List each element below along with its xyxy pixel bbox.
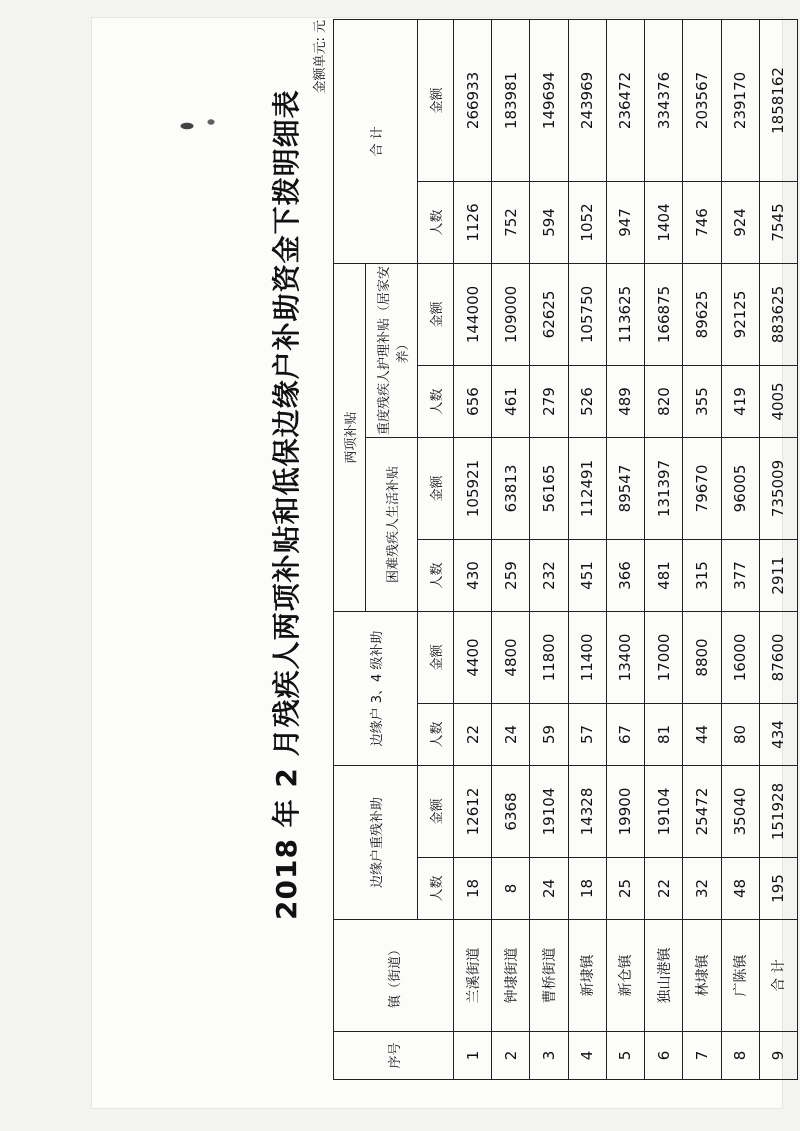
cell-c2: 151928 — [759, 765, 797, 857]
cell-c4: 16000 — [721, 611, 759, 703]
table-row — [683, 19, 721, 1079]
cell-seq: 8 — [721, 1032, 759, 1080]
cell-c8: 105750 — [568, 263, 606, 365]
cell-c7: 489 — [606, 365, 644, 437]
cell-c7: 526 — [568, 365, 606, 437]
cell-c10: 239170 — [721, 19, 759, 181]
table-row — [606, 19, 644, 1079]
cell-town: 独山港镇 — [645, 920, 683, 1032]
cell-c2: 14328 — [568, 765, 606, 857]
allocation-table — [333, 19, 798, 1080]
cell-c3: 434 — [759, 703, 797, 765]
cell-c9: 1404 — [645, 181, 683, 263]
header-group1: 边缘户重残补助 — [334, 765, 418, 919]
header-people: 人数 — [418, 539, 454, 611]
cell-c4: 8800 — [683, 611, 721, 703]
cell-c4: 87600 — [759, 611, 797, 703]
cell-c4: 11800 — [530, 611, 568, 703]
cell-c5: 451 — [568, 539, 606, 611]
cell-c8: 144000 — [454, 263, 492, 365]
header-amount: 金额 — [418, 19, 454, 181]
header-total: 合 计 — [334, 19, 418, 263]
cell-c1: 195 — [759, 858, 797, 920]
cell-town: 新埭镇 — [568, 920, 606, 1032]
unit-note: 金额单元: 元 — [313, 20, 328, 94]
cell-c3: 81 — [645, 703, 683, 765]
cell-c5: 315 — [683, 539, 721, 611]
table-row — [454, 19, 492, 1079]
cell-c5: 2911 — [759, 539, 797, 611]
cell-seq: 2 — [492, 1032, 530, 1080]
header-amount: 金额 — [418, 611, 454, 703]
cell-c6: 112491 — [568, 437, 606, 539]
cell-c3: 80 — [721, 703, 759, 765]
cell-town: 合 计 — [759, 920, 797, 1032]
cell-town: 兰溪街道 — [454, 920, 492, 1032]
cell-c1: 22 — [645, 858, 683, 920]
cell-c1: 8 — [492, 858, 530, 920]
cell-c6: 131397 — [645, 437, 683, 539]
header-people: 人数 — [418, 703, 454, 765]
cell-seq: 4 — [568, 1032, 606, 1080]
cell-c6: 96005 — [721, 437, 759, 539]
cell-c2: 12612 — [454, 765, 492, 857]
cell-c6: 79670 — [683, 437, 721, 539]
cell-c3: 59 — [530, 703, 568, 765]
document-title: 2018 年 2 月残疾人两项补贴和低保边缘户补助资金下拨明细表 — [270, 89, 303, 920]
cell-c8: 883625 — [759, 263, 797, 365]
cell-c1: 48 — [721, 858, 759, 920]
cell-c10: 203567 — [683, 19, 721, 181]
cell-c7: 355 — [683, 365, 721, 437]
cell-c10: 243969 — [568, 19, 606, 181]
cell-c4: 17000 — [645, 611, 683, 703]
header-town: 镇（街道） — [334, 920, 454, 1032]
cell-c7: 461 — [492, 365, 530, 437]
cell-c5: 366 — [606, 539, 644, 611]
header-seq: 序号 — [334, 1032, 454, 1080]
cell-c10: 236472 — [606, 19, 644, 181]
cell-c6: 89547 — [606, 437, 644, 539]
cell-c5: 232 — [530, 539, 568, 611]
cell-c3: 67 — [606, 703, 644, 765]
cell-c9: 746 — [683, 181, 721, 263]
cell-c10: 266933 — [454, 19, 492, 181]
header-amount: 金额 — [418, 765, 454, 857]
cell-c4: 4800 — [492, 611, 530, 703]
paper-smudge — [175, 110, 235, 150]
cell-c8: 113625 — [606, 263, 644, 365]
cell-c2: 35040 — [721, 765, 759, 857]
cell-c1: 24 — [530, 858, 568, 920]
cell-c4: 11400 — [568, 611, 606, 703]
cell-c8: 166875 — [645, 263, 683, 365]
cell-c7: 820 — [645, 365, 683, 437]
cell-seq: 3 — [530, 1032, 568, 1080]
header-amount: 金额 — [418, 437, 454, 539]
cell-c1: 25 — [606, 858, 644, 920]
cell-c2: 19900 — [606, 765, 644, 857]
cell-c2: 25472 — [683, 765, 721, 857]
cell-c9: 1052 — [568, 181, 606, 263]
cell-c8: 109000 — [492, 263, 530, 365]
header-people: 人数 — [418, 858, 454, 920]
cell-c6: 56165 — [530, 437, 568, 539]
header-group4: 重度残疾人护理补贴（居家安养） — [366, 263, 418, 437]
cell-c9: 7545 — [759, 181, 797, 263]
cell-c3: 57 — [568, 703, 606, 765]
cell-c5: 430 — [454, 539, 492, 611]
rotated-document — [265, 20, 800, 1080]
table-row — [721, 19, 759, 1079]
header-group3: 困难残疾人生活补贴 — [366, 437, 418, 611]
table-row — [492, 19, 530, 1079]
cell-town: 林埭镇 — [683, 920, 721, 1032]
cell-c3: 24 — [492, 703, 530, 765]
cell-seq: 6 — [645, 1032, 683, 1080]
cell-town: 钟埭街道 — [492, 920, 530, 1032]
cell-c7: 4005 — [759, 365, 797, 437]
header-group2: 边缘户 3、4 级补助 — [334, 611, 418, 765]
cell-seq: 5 — [606, 1032, 644, 1080]
cell-c10: 1858162 — [759, 19, 797, 181]
cell-c10: 334376 — [645, 19, 683, 181]
header-two-subsidies: 两项补贴 — [334, 263, 366, 611]
header-amount: 金额 — [418, 263, 454, 365]
cell-town: 新仓镇 — [606, 920, 644, 1032]
cell-c1: 18 — [568, 858, 606, 920]
cell-c5: 259 — [492, 539, 530, 611]
cell-c2: 6368 — [492, 765, 530, 857]
cell-c10: 183981 — [492, 19, 530, 181]
cell-c8: 89625 — [683, 263, 721, 365]
cell-town: 曹桥街道 — [530, 920, 568, 1032]
cell-c2: 19104 — [645, 765, 683, 857]
cell-c1: 32 — [683, 858, 721, 920]
cell-c2: 19104 — [530, 765, 568, 857]
cell-c3: 44 — [683, 703, 721, 765]
table-row — [645, 19, 683, 1079]
table-row — [530, 19, 568, 1079]
cell-c9: 752 — [492, 181, 530, 263]
cell-c8: 92125 — [721, 263, 759, 365]
header-people: 人数 — [418, 365, 454, 437]
cell-c9: 947 — [606, 181, 644, 263]
cell-town: 广陈镇 — [721, 920, 759, 1032]
cell-c5: 377 — [721, 539, 759, 611]
cell-c7: 656 — [454, 365, 492, 437]
header-people: 人数 — [418, 181, 454, 263]
cell-c4: 4400 — [454, 611, 492, 703]
cell-c5: 481 — [645, 539, 683, 611]
cell-c6: 63813 — [492, 437, 530, 539]
cell-seq: 1 — [454, 1032, 492, 1080]
cell-c1: 18 — [454, 858, 492, 920]
cell-c10: 149694 — [530, 19, 568, 181]
cell-c7: 419 — [721, 365, 759, 437]
cell-c8: 62625 — [530, 263, 568, 365]
cell-c9: 1126 — [454, 181, 492, 263]
cell-c9: 594 — [530, 181, 568, 263]
cell-c9: 924 — [721, 181, 759, 263]
cell-c4: 13400 — [606, 611, 644, 703]
cell-c6: 735009 — [759, 437, 797, 539]
cell-c6: 105921 — [454, 437, 492, 539]
cell-seq: 9 — [759, 1032, 797, 1080]
cell-c7: 279 — [530, 365, 568, 437]
cell-c3: 22 — [454, 703, 492, 765]
cell-seq: 7 — [683, 1032, 721, 1080]
total-row — [759, 19, 797, 1079]
table-row — [568, 19, 606, 1079]
